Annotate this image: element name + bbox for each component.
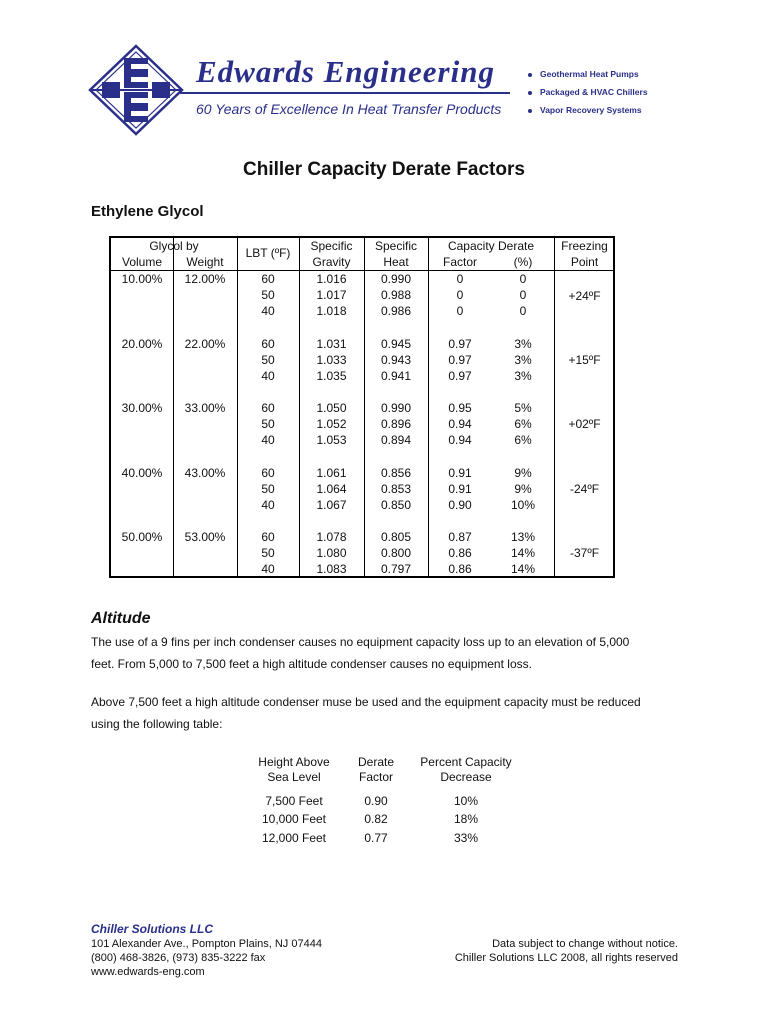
- cell-sh: 0.850: [380, 498, 412, 512]
- footer-address: 101 Alexander Ave., Pompton Plains, NJ 07444: [91, 938, 322, 950]
- cell-factor: 0.94: [448, 433, 472, 447]
- cell-sg: 1.050: [316, 401, 347, 415]
- cell-lbt: 40: [261, 369, 275, 383]
- cell-sg: 1.080: [316, 546, 347, 560]
- cell-weight: 33.00%: [184, 401, 226, 415]
- header-specific-gravity-2: Gravity: [312, 255, 351, 269]
- cell-factor: 0.95: [448, 401, 472, 415]
- cell-sh: 0.945: [380, 337, 412, 351]
- cell-lbt: 50: [261, 353, 275, 367]
- bullet-text: Packaged & HVAC Chillers: [540, 87, 648, 97]
- cell-volume: 50.00%: [121, 530, 163, 544]
- cell-pct: 14%: [510, 562, 536, 576]
- cell-sh: 0.896: [380, 417, 412, 431]
- cell-sh: 0.805: [380, 530, 412, 544]
- cell-lbt: 50: [261, 417, 275, 431]
- header-percent-line: Decrease: [440, 770, 492, 784]
- cell-freezing: -37ºF: [569, 546, 600, 560]
- brand-divider: [180, 92, 510, 94]
- bullet-text: Vapor Recovery Systems: [540, 105, 642, 115]
- cell-lbt: 60: [261, 272, 275, 286]
- cell-lbt: 40: [261, 304, 275, 318]
- cell-factor: 0: [456, 304, 464, 318]
- altitude-percent-cell: 18%: [453, 812, 479, 826]
- product-bullets: [528, 68, 648, 122]
- cell-sg: 1.061: [316, 466, 347, 480]
- header-percent: (%): [513, 255, 533, 269]
- header-height: [244, 755, 344, 785]
- cell-factor: 0.97: [448, 337, 472, 351]
- header-glycol-by: Glycol by: [149, 239, 199, 253]
- cell-pct: 6%: [514, 433, 532, 447]
- altitude-paragraph-line: Above 7,500 feet a high altitude condenser muse be used and the equipment capacity must be reduced: [91, 695, 641, 709]
- footer-company: Chiller Solutions LLC: [91, 922, 213, 936]
- cell-factor: 0.94: [448, 417, 472, 431]
- header-derate: [346, 755, 406, 785]
- bullet-item: [528, 104, 648, 122]
- cell-pct: 3%: [514, 369, 532, 383]
- cell-sg: 1.078: [316, 530, 347, 544]
- cell-sh: 0.894: [380, 433, 412, 447]
- cell-pct: 0: [519, 304, 527, 318]
- cell-volume: 30.00%: [121, 401, 163, 415]
- header-height-line: Sea Level: [267, 770, 321, 784]
- header-percent-line: Percent Capacity: [420, 755, 512, 769]
- header-volume: Volume: [121, 255, 163, 269]
- cell-factor: 0.90: [448, 498, 472, 512]
- cell-sg: 1.033: [316, 353, 347, 367]
- altitude-paragraph-line: feet. From 5,000 to 7,500 feet a high altitude condenser causes no equipment loss.: [91, 657, 532, 671]
- footer-phone: (800) 468-3826, (973) 835-3222 fax: [91, 952, 266, 964]
- bullet-item: [528, 68, 648, 86]
- altitude-paragraph-line: The use of a 9 fins per inch condenser causes no equipment capacity loss up to an elevation of 5,000: [91, 635, 630, 649]
- header-factor: Factor: [442, 255, 477, 269]
- altitude-percent-cell: 33%: [453, 831, 479, 845]
- bullet-icon: [528, 109, 532, 113]
- cell-sh: 0.988: [380, 288, 412, 302]
- header-derate-line: Factor: [358, 770, 393, 784]
- cell-lbt: 40: [261, 498, 275, 512]
- cell-factor: 0.91: [448, 466, 472, 480]
- header-capacity-derate: Capacity Derate: [447, 239, 535, 253]
- cell-volume: 10.00%: [121, 272, 163, 286]
- cell-sh: 0.797: [380, 562, 412, 576]
- cell-sh: 0.856: [380, 466, 412, 480]
- bullet-text: Geothermal Heat Pumps: [540, 69, 639, 79]
- cell-pct: 3%: [514, 353, 532, 367]
- cell-sh: 0.800: [380, 546, 412, 560]
- altitude-factor-cell: 0.90: [364, 794, 388, 808]
- cell-pct: 6%: [514, 417, 532, 431]
- cell-factor: 0.87: [448, 530, 472, 544]
- header-specific-heat-1: Specific: [374, 239, 418, 253]
- footer-copyright: Chiller Solutions LLC 2008, all rights reserved: [454, 952, 678, 964]
- altitude-heading: Altitude: [91, 610, 151, 627]
- header-lbt: LBT (ºF): [245, 246, 291, 260]
- glycol-table: [109, 236, 615, 578]
- cell-sg: 1.035: [316, 369, 347, 383]
- header-percent: [410, 755, 522, 785]
- cell-factor: 0: [456, 288, 464, 302]
- bullet-item: [528, 86, 648, 104]
- cell-sg: 1.064: [316, 482, 347, 496]
- altitude-height-cell: 12,000 Feet: [261, 831, 327, 845]
- cell-pct: 13%: [510, 530, 536, 544]
- cell-factor: 0.86: [448, 562, 472, 576]
- cell-freezing: +24ºF: [568, 289, 601, 303]
- cell-weight: 53.00%: [184, 530, 226, 544]
- cell-sg: 1.052: [316, 417, 347, 431]
- cell-weight: 43.00%: [184, 466, 226, 480]
- cell-sg: 1.018: [316, 304, 347, 318]
- cell-sh: 0.990: [380, 272, 412, 286]
- header-specific-heat-2: Heat: [383, 255, 409, 269]
- cell-freezing: +02ºF: [568, 417, 601, 431]
- cell-lbt: 60: [261, 337, 275, 351]
- footer-notice: Data subject to change without notice.: [492, 938, 678, 950]
- cell-factor: 0.97: [448, 369, 472, 383]
- cell-sh: 0.990: [380, 401, 412, 415]
- bullet-icon: [528, 91, 532, 95]
- altitude-paragraph-line: using the following table:: [91, 717, 223, 731]
- cell-volume: 40.00%: [121, 466, 163, 480]
- cell-pct: 14%: [510, 546, 536, 560]
- cell-freezing: +15ºF: [568, 353, 601, 367]
- cell-sg: 1.031: [316, 337, 347, 351]
- edwards-logo-icon: [88, 44, 184, 136]
- altitude-factor-cell: 0.82: [364, 812, 388, 826]
- cell-pct: 9%: [514, 482, 532, 496]
- header-specific-gravity-1: Specific: [310, 239, 353, 253]
- altitude-percent-cell: 10%: [453, 794, 479, 808]
- altitude-factor-cell: 0.77: [364, 831, 388, 845]
- cell-sh: 0.943: [380, 353, 412, 367]
- cell-factor: 0.97: [448, 353, 472, 367]
- bullet-icon: [528, 73, 532, 77]
- cell-pct: 10%: [510, 498, 536, 512]
- cell-lbt: 60: [261, 401, 275, 415]
- cell-lbt: 60: [261, 530, 275, 544]
- cell-sh: 0.986: [380, 304, 412, 318]
- header-height-line: Height Above: [258, 755, 330, 769]
- altitude-height-cell: 7,500 Feet: [265, 794, 323, 808]
- cell-pct: 3%: [514, 337, 532, 351]
- cell-sg: 1.017: [316, 288, 347, 302]
- cell-weight: 22.00%: [184, 337, 226, 351]
- cell-sg: 1.067: [316, 498, 347, 512]
- cell-sg: 1.083: [316, 562, 347, 576]
- cell-sg: 1.053: [316, 433, 347, 447]
- cell-sg: 1.016: [316, 272, 347, 286]
- altitude-height-cell: 10,000 Feet: [261, 812, 327, 826]
- cell-lbt: 40: [261, 433, 275, 447]
- cell-lbt: 40: [261, 562, 275, 576]
- header-weight: Weight: [186, 255, 224, 269]
- header-derate-line: Derate: [357, 755, 395, 769]
- header-divider: [111, 270, 613, 271]
- cell-sh: 0.941: [380, 369, 412, 383]
- cell-factor: 0.91: [448, 482, 472, 496]
- cell-factor: 0.86: [448, 546, 472, 560]
- footer-website[interactable]: www.edwards-eng.com: [91, 966, 205, 978]
- brand-name: Edwards Engineering: [196, 54, 495, 89]
- cell-lbt: 50: [261, 482, 275, 496]
- cell-volume: 20.00%: [121, 337, 163, 351]
- header-freezing-1: Freezing: [561, 239, 608, 253]
- cell-lbt: 50: [261, 288, 275, 302]
- cell-pct: 9%: [514, 466, 532, 480]
- glycol-heading: Ethylene Glycol: [91, 203, 204, 220]
- cell-lbt: 50: [261, 546, 275, 560]
- cell-pct: 0: [519, 272, 527, 286]
- cell-pct: 5%: [514, 401, 532, 415]
- cell-sh: 0.853: [380, 482, 412, 496]
- brand-tagline: 60 Years of Excellence In Heat Transfer Products: [196, 101, 502, 117]
- cell-weight: 12.00%: [184, 272, 226, 286]
- page-title: Chiller Capacity Derate Factors: [243, 159, 525, 180]
- cell-pct: 0: [519, 288, 527, 302]
- cell-freezing: -24ºF: [569, 482, 600, 496]
- header-freezing-2: Point: [570, 255, 599, 269]
- cell-lbt: 60: [261, 466, 275, 480]
- cell-factor: 0: [456, 272, 464, 286]
